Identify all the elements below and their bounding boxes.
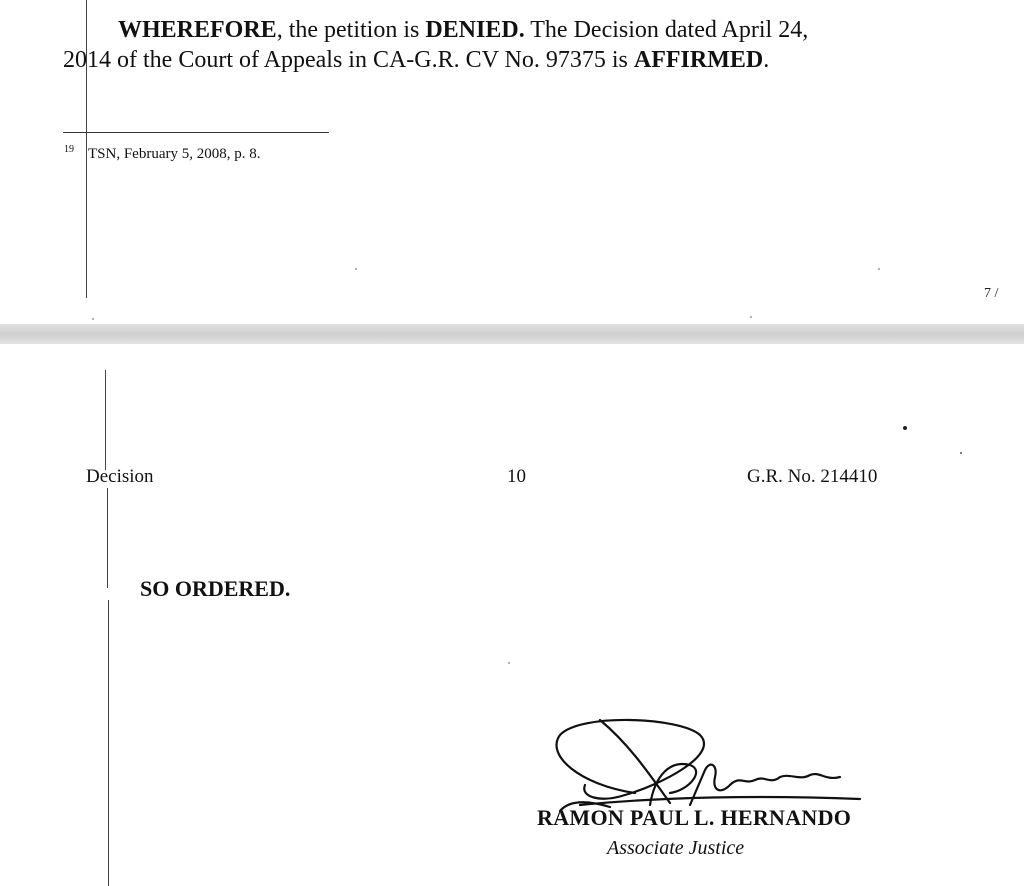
footnote: [64, 144, 261, 163]
page-initial-mark: 7 /: [984, 286, 999, 301]
dispositive-paragraph: [63, 15, 893, 75]
scan-speck: [750, 316, 752, 318]
so-ordered: SO ORDERED.: [140, 576, 291, 601]
scan-speck: [355, 268, 357, 270]
denied-word: DENIED.: [425, 17, 525, 43]
scan-speck: [878, 268, 880, 270]
wherefore-word: WHEREFORE: [118, 17, 277, 43]
scan-speck: [903, 426, 907, 430]
margin-line: [107, 488, 108, 588]
signatory-name: RAMON PAUL L. HERNANDO: [537, 805, 852, 830]
margin-line: [108, 600, 109, 886]
scan-speck: [92, 318, 94, 320]
page-separator: [0, 324, 1024, 344]
affirmed-word: AFFIRMED: [633, 47, 764, 73]
footnote-rule: [63, 132, 329, 133]
paragraph-line-1: WHEREFORE, the petition is DENIED. The Decision dated April 24,: [118, 17, 809, 43]
document-type-label: Decision: [86, 466, 154, 487]
scan-speck: [508, 662, 510, 664]
page-top: [0, 0, 1024, 326]
footnote-text: TSN, February 5, 2008, p. 8.: [88, 146, 261, 162]
scan-speck: [960, 452, 962, 454]
signatory-title: Associate Justice: [607, 837, 745, 859]
page-number: 10: [507, 466, 526, 487]
footnote-number: 19: [64, 144, 74, 155]
case-number: G.R. No. 214410: [747, 466, 878, 487]
paragraph-line-2: 2014 of the Court of Appeals in CA-G.R. CV No. 97375 is AFFIRMED.: [63, 47, 770, 73]
margin-line: [105, 370, 106, 470]
